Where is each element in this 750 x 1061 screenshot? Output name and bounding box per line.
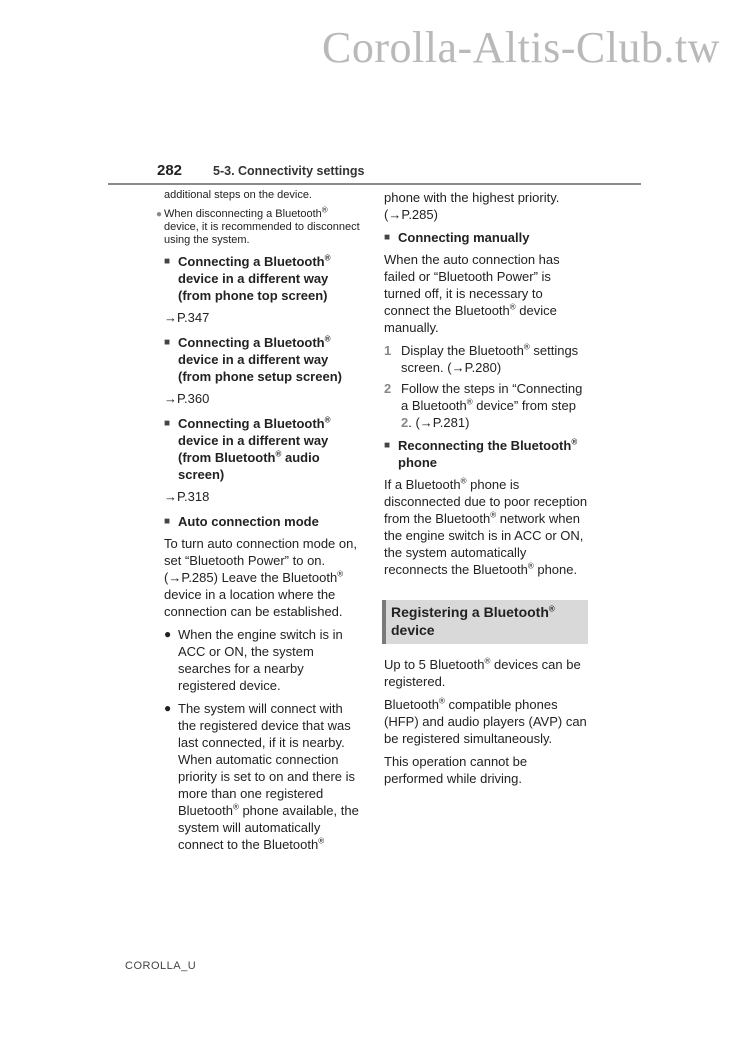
page-ref-link[interactable]: →P.360 bbox=[164, 391, 210, 406]
register-paragraph: Bluetooth® compatible phones (HFP) and audio players (AVP) can be registered simultaneously. bbox=[384, 696, 587, 746]
step-2: 2 Follow the steps in “Connecting a Bluetooth® device” from step 2. (→P.281) bbox=[384, 381, 583, 430]
list-item: ● When the engine switch is in ACC or ON, the system searches for a nearby registered device. bbox=[164, 627, 343, 693]
square-bullet-icon: ■ bbox=[164, 256, 171, 267]
square-bullet-icon: ■ bbox=[164, 418, 171, 429]
register-paragraph: This operation cannot be performed while driving. bbox=[384, 754, 528, 786]
intro-text: additional steps on the device. bbox=[164, 189, 312, 201]
subhead-phone-setup: ■ Connecting a Bluetooth® device in a different way (from phone setup screen) bbox=[164, 334, 342, 384]
auto-connection-paragraph: To turn auto connection mode on, set “Bluetooth Power” to on. (→P.285) Leave the Bluetooth® device in a location where the connection can be established. bbox=[164, 536, 357, 619]
watermark: Corolla-Altis-Club.tw bbox=[322, 23, 720, 72]
note bbox=[156, 205, 364, 247]
manual-paragraph: When the auto connection has failed or “Bluetooth Power” is turned off, it is necessary to connect the Bluetooth® device manually. bbox=[384, 252, 560, 335]
note-text: When disconnecting a Bluetooth® device, it is recommended to disconnect using the system. bbox=[164, 205, 360, 246]
square-bullet-icon: ■ bbox=[164, 337, 171, 348]
step-1: 1 Display the Bluetooth® settings screen. (→P.280) bbox=[384, 342, 579, 375]
page-ref-link[interactable]: →P.318 bbox=[164, 489, 210, 504]
subhead-reconnecting: ■ Reconnecting the Bluetooth® phone bbox=[384, 437, 578, 470]
left-column bbox=[156, 189, 364, 859]
page-ref-link[interactable]: →P.347 bbox=[164, 310, 210, 325]
list-item: ● The system will connect with the registered device that was last connected, if it is nearby. When automatic connection priority is set to on and there is more than one registered Bluetooth® phone available, the system will automatically connect to the Bluetooth® bbox=[164, 701, 359, 852]
register-paragraph: Up to 5 Bluetooth® devices can be registered. bbox=[384, 656, 581, 689]
step-number: 1 bbox=[384, 343, 392, 358]
dot-bullet-icon: ● bbox=[164, 701, 172, 715]
right-column bbox=[384, 189, 588, 793]
subhead-connecting-manually: ■ Connecting manually bbox=[384, 230, 530, 245]
step-number: 2 bbox=[384, 381, 392, 396]
page-number: 282 bbox=[157, 162, 183, 179]
subhead-audio-screen: ■ Connecting a Bluetooth® device in a different way (from Bluetooth® audio screen) bbox=[164, 415, 331, 482]
continued-text: phone with the highest priority. (→P.285) bbox=[384, 190, 560, 222]
section-title: 5-3. Connectivity settings bbox=[213, 164, 365, 178]
dot-bullet-icon: ● bbox=[164, 627, 172, 641]
subhead-phone-top: ■ Connecting a Bluetooth® device in a different way (from phone top screen) bbox=[164, 253, 331, 303]
subhead-auto-connection: ■ Auto connection mode bbox=[164, 514, 319, 529]
section-heading-registering: Registering a Bluetooth® device bbox=[382, 600, 588, 644]
header-rule bbox=[108, 183, 641, 185]
note-circle-icon: ● bbox=[156, 209, 163, 220]
square-bullet-icon: ■ bbox=[384, 440, 391, 451]
square-bullet-icon: ■ bbox=[164, 516, 171, 527]
reconnect-paragraph: If a Bluetooth® phone is disconnected due to poor reception from the Bluetooth® network when the engine switch is in ACC or ON, the system automatically reconnects the Bluetooth® phone. bbox=[384, 476, 588, 577]
square-bullet-icon: ■ bbox=[384, 232, 391, 243]
footer-code: COROLLA_U bbox=[125, 960, 197, 972]
